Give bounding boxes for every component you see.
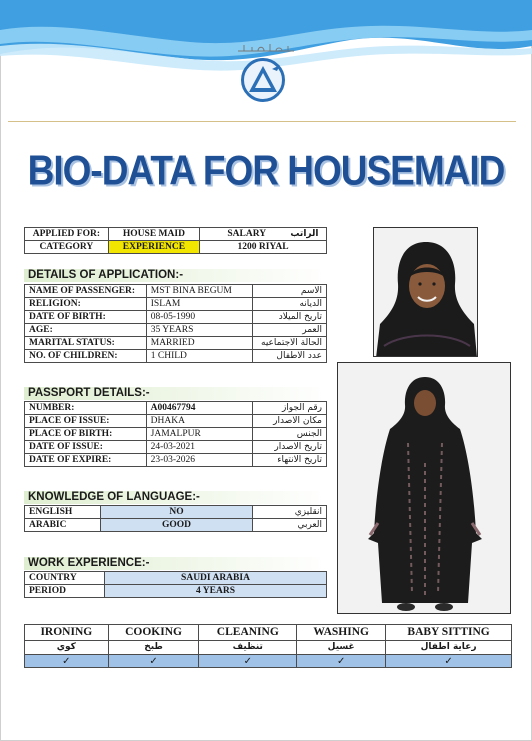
table-row — [25, 350, 327, 363]
table-row — [25, 519, 327, 532]
skill-label: CLEANING — [199, 625, 297, 641]
salary-arabic: الراتب — [290, 228, 319, 239]
passport-table — [24, 401, 327, 467]
table-row — [25, 428, 327, 441]
table-row — [25, 441, 327, 454]
work-label: COUNTRY — [25, 572, 105, 585]
work-value: SAUDI ARABIA — [105, 572, 327, 585]
language-arabic: انقليزي — [253, 506, 327, 519]
details-value: 1 CHILD — [146, 350, 252, 363]
table-row — [25, 337, 327, 350]
skills-table — [24, 624, 512, 668]
table-row — [25, 454, 327, 467]
salary-header — [200, 228, 327, 241]
table-row — [25, 572, 327, 585]
details-value: MARRIED — [146, 337, 252, 350]
language-heading: KNOWLEDGE OF LANGUAGE:- — [24, 491, 327, 504]
agency-logo — [236, 42, 296, 104]
skill-label: WASHING — [297, 625, 386, 641]
details-table — [24, 284, 327, 363]
skill-label: COOKING — [108, 625, 199, 641]
table-row — [25, 402, 327, 415]
skill-arabic-label: غسيل — [297, 641, 386, 655]
table-row — [25, 298, 327, 311]
passport-value: 23-03-2026 — [146, 454, 252, 467]
category-label: CATEGORY — [25, 241, 109, 254]
details-arabic: الاسم — [253, 285, 327, 298]
passport-heading: PASSPORT DETAILS:- — [24, 387, 327, 400]
skills-tick-row — [25, 655, 512, 668]
page-header — [0, 0, 532, 120]
applied-for-value: HOUSE MAID — [108, 228, 199, 241]
skill-check-icon: ✓ — [297, 655, 386, 668]
work-value: 4 YEARS — [105, 585, 327, 598]
page-title: BIO-DATA FOR HOUSEMAID — [27, 147, 505, 194]
logo-triangle-icon — [244, 61, 282, 99]
passport-value: 24-03-2021 — [146, 441, 252, 454]
salary-value: 1200 RIYAL — [200, 241, 327, 254]
person-portrait-icon — [374, 228, 478, 357]
details-value: ISLAM — [146, 298, 252, 311]
skill-check-icon: ✓ — [199, 655, 297, 668]
passport-value: A00467794 — [146, 402, 252, 415]
passport-label: DATE OF ISSUE: — [25, 441, 147, 454]
skills-english-row — [25, 625, 512, 641]
full-body-photo — [337, 362, 511, 614]
arabic-script-logo — [236, 42, 296, 54]
skill-arabic-label: طبخ — [108, 641, 199, 655]
details-value: MST BINA BEGUM — [146, 285, 252, 298]
passport-arabic: الجنس — [253, 428, 327, 441]
passport-value: DHAKA — [146, 415, 252, 428]
table-row — [25, 285, 327, 298]
details-label: NAME OF PASSENGER: — [25, 285, 147, 298]
language-table — [24, 505, 327, 532]
skill-label: IRONING — [25, 625, 109, 641]
skill-label: BABY SITTING — [386, 625, 512, 641]
details-value: 35 YEARS — [146, 324, 252, 337]
details-value: 08-05-1990 — [146, 311, 252, 324]
table-row — [25, 415, 327, 428]
header-divider — [8, 121, 516, 122]
passport-arabic: مكان الاصدار — [253, 415, 327, 428]
passport-label: DATE OF EXPIRE: — [25, 454, 147, 467]
work-heading: WORK EXPERIENCE:- — [24, 557, 327, 570]
skill-check-icon: ✓ — [386, 655, 512, 668]
applied-table — [24, 227, 327, 254]
details-arabic: الديانه — [253, 298, 327, 311]
details-label: AGE: — [25, 324, 147, 337]
passport-value: JAMALPUR — [146, 428, 252, 441]
details-arabic: الحالة الاجتماعيه — [253, 337, 327, 350]
details-label: MARITAL STATUS: — [25, 337, 147, 350]
details-label: NO. OF CHILDREN: — [25, 350, 147, 363]
salary-label: SALARY — [227, 228, 267, 239]
details-arabic: عدد الاطفال — [253, 350, 327, 363]
skill-check-icon: ✓ — [108, 655, 199, 668]
passport-arabic: تاريخ الاصدار — [253, 441, 327, 454]
logo-emblem — [241, 58, 285, 102]
work-label: PERIOD — [25, 585, 105, 598]
table-row — [25, 228, 327, 241]
details-heading: DETAILS OF APPLICATION:- — [24, 269, 327, 282]
language-value: GOOD — [100, 519, 252, 532]
passport-label: NUMBER: — [25, 402, 147, 415]
table-row — [25, 506, 327, 519]
skill-arabic-label: تنظيف — [199, 641, 297, 655]
language-label: ENGLISH — [25, 506, 101, 519]
passport-arabic: رقم الجواز — [253, 402, 327, 415]
passport-arabic: تاريخ الانتهاء — [253, 454, 327, 467]
table-row — [25, 585, 327, 598]
language-value: NO — [100, 506, 252, 519]
table-row — [25, 311, 327, 324]
details-arabic: تاريخ الميلاد — [253, 311, 327, 324]
passport-label: PLACE OF BIRTH: — [25, 428, 147, 441]
skill-check-icon: ✓ — [25, 655, 109, 668]
details-label: RELIGION: — [25, 298, 147, 311]
person-full-body-icon — [338, 363, 511, 614]
applied-for-label: APPLIED FOR: — [25, 228, 109, 241]
language-arabic: العربي — [253, 519, 327, 532]
passport-label: PLACE OF ISSUE: — [25, 415, 147, 428]
table-row — [25, 241, 327, 254]
portrait-photo — [373, 227, 478, 357]
language-label: ARABIC — [25, 519, 101, 532]
skill-arabic-label: كوي — [25, 641, 109, 655]
table-row — [25, 324, 327, 337]
skills-arabic-row — [25, 641, 512, 655]
category-value: EXPERIENCE — [108, 241, 199, 254]
details-label: DATE OF BIRTH: — [25, 311, 147, 324]
details-arabic: العمر — [253, 324, 327, 337]
skill-arabic-label: رعاية اطفال — [386, 641, 512, 655]
work-table — [24, 571, 327, 598]
